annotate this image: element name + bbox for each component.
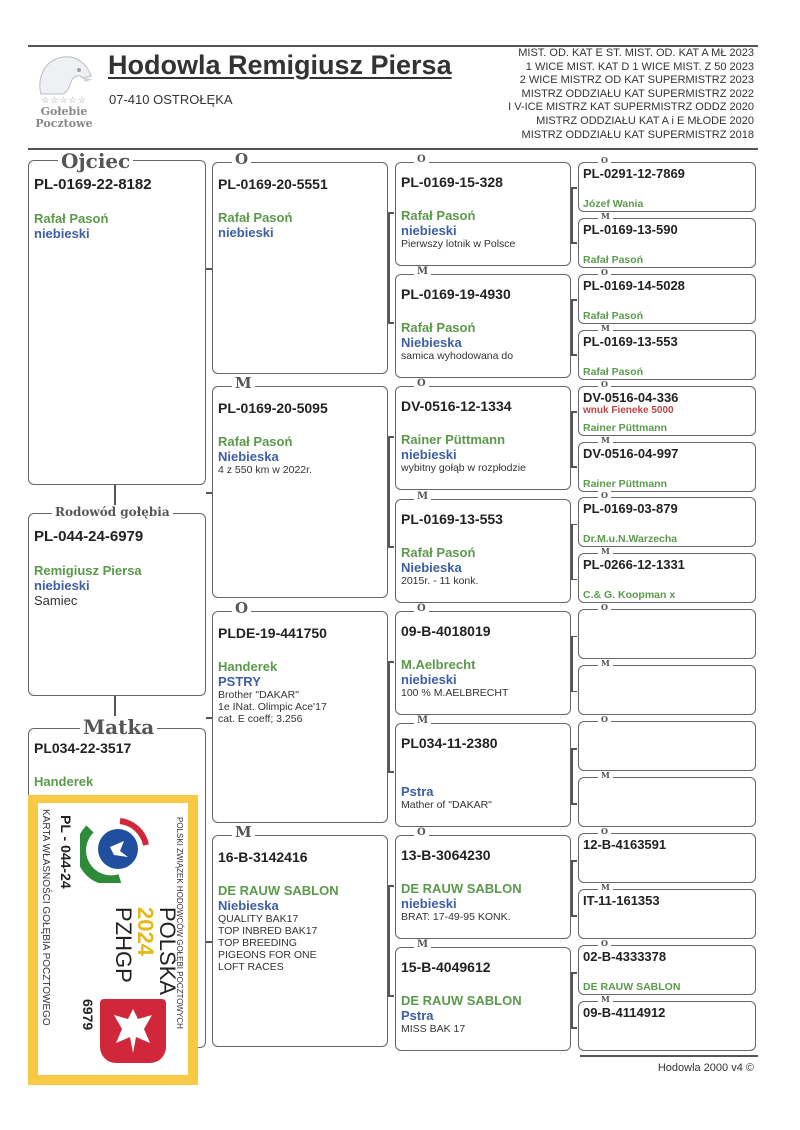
sex-label: M (598, 547, 613, 556)
pigeon-color: Niebieska (401, 559, 462, 575)
award-line: MISTRZ ODDZIAŁU KAT SUPERMISTRZ 2022 (521, 87, 754, 100)
ring-number: PL-0169-13-553 (583, 333, 678, 349)
sex-label: O (598, 715, 611, 724)
connector (571, 466, 577, 468)
ownership-card (28, 795, 198, 1085)
great-grandparent-content (583, 166, 753, 210)
connector (388, 436, 390, 546)
card-association: POLSKI ZWIĄZEK HODOWCÓW GOŁĘBI POCZTOWYCH (175, 817, 184, 1029)
pzhgp-emblem-icon (80, 815, 152, 883)
sex-label: O (414, 378, 429, 389)
great-grandparent-content (583, 669, 753, 713)
software-credit: Hodowla 2000 v4 © (657, 1062, 754, 1074)
grandparent-content (401, 959, 522, 1035)
footer-rule (580, 1055, 758, 1057)
parent-content (218, 176, 328, 240)
pigeon-color: niebieski (401, 447, 457, 463)
connector (388, 212, 390, 322)
ring-number: PLDE-19-441750 (218, 625, 327, 641)
breeder-name: Rainer Püttmann (401, 432, 506, 448)
sex-label: M (598, 883, 613, 892)
ring-number: PL-0169-14-5028 (583, 277, 685, 293)
sex-label: O (414, 827, 429, 838)
pigeon-note: QUALITY BAK17 (218, 913, 299, 925)
subject-owner: Remigiusz Piersa (34, 563, 142, 578)
connector (388, 771, 394, 773)
card-ring-number: 6979 (80, 999, 96, 1031)
ring-number: 12-B-4163591 (583, 836, 667, 852)
pigeon-color: Pstra (401, 784, 434, 799)
connector (388, 322, 394, 324)
pigeon-note: LOFT RACES (218, 961, 284, 973)
sex-label: O (598, 268, 611, 277)
breeder-name: DE RAUW SABLON (218, 883, 339, 898)
award-line: I V-ICE MISTRZ KAT SUPERMISTRZ ODDZ 2020 (508, 101, 754, 114)
sex-label: O (598, 156, 611, 165)
pigeon-note: Pierwszy lotnik w Polsce (401, 238, 516, 250)
polish-eagle-emblem-icon (100, 999, 166, 1063)
breeder-name: C.& G. Koopman x (583, 589, 676, 602)
ring-number: PL-0266-12-1331 (583, 557, 685, 573)
ring-number: PL-0169-13-553 (401, 510, 503, 527)
great-grandparent-content (583, 613, 753, 657)
connector (388, 995, 394, 997)
pigeon-note: BRAT: 17-49-95 KONK. (401, 911, 511, 924)
ring-number: IT-11-161353 (583, 892, 660, 908)
great-grandparent-content (583, 725, 753, 769)
pigeon-note: 100 % M.AELBRECHT (401, 686, 509, 699)
sex-label: M (598, 324, 613, 333)
grandparent-content (401, 174, 515, 250)
grandparent-content (401, 286, 513, 362)
ring-number: DV-0516-04-997 (583, 445, 679, 461)
award-line: MISTRZ ODDZIAŁU KAT A i E MŁODE 2020 (536, 114, 754, 127)
page-title: Hodowla Remigiusz Piersa (108, 50, 452, 80)
card-country: POLSKA (155, 907, 180, 996)
breeder-name (401, 769, 498, 784)
sex-label: M (598, 771, 613, 780)
pigeon-note: Brother "DAKAR" (218, 689, 299, 701)
ring-number: PL-0291-12-7869 (583, 166, 685, 181)
sire-ring: PL-0169-22-8182 (34, 176, 152, 193)
connector (571, 748, 573, 803)
logo-text-2: Pocztowe (35, 117, 93, 130)
subject-ring: PL-044-24-6979 (34, 528, 144, 545)
connector (388, 885, 390, 995)
connector (571, 972, 573, 1027)
sex-label: M (414, 939, 431, 950)
connector (206, 268, 212, 270)
connector (388, 661, 390, 771)
pigeon-note: cat. E coeff; 3.256 (218, 713, 303, 725)
breeder-name: Rafał Pasoń (583, 253, 644, 266)
ring-number: 16-B-3142416 (218, 849, 308, 865)
great-grandparent-content (583, 278, 753, 322)
great-grandparent-content (583, 1005, 753, 1049)
sire-label: Ojciec (58, 150, 133, 172)
ring-number: PL-0169-15-328 (401, 174, 503, 190)
breeder-name: Rafał Pasoń (401, 544, 476, 560)
subject-label: Rodowód gołębia (52, 505, 173, 519)
pigeon-color: Niebieska (218, 898, 279, 913)
breeder-name: DE RAUW SABLON (401, 881, 522, 897)
ring-number: PL-0169-19-4930 (401, 286, 511, 303)
breeder-name: Rafał Pasoń (218, 434, 293, 449)
connector (571, 803, 577, 805)
great-grandparent-content (583, 949, 753, 993)
ring-number: 09-B-4018019 (401, 622, 491, 639)
sex-label: M (414, 491, 431, 502)
card-org: PZHGP (111, 907, 136, 983)
connector (571, 636, 573, 691)
grandparent-content (401, 511, 503, 587)
breeder-name: Rafał Pasoń (218, 210, 293, 225)
sire-owner: Rafał Pasoń (34, 211, 109, 226)
breeder-name: Rafał Pasoń (583, 309, 644, 322)
card-ring-prefix: PL - 044-24 (58, 815, 74, 889)
breeder-name: Rafał Pasoń (401, 320, 476, 336)
grandparent-content (401, 398, 526, 474)
pigeon-color: Niebieska (218, 449, 279, 464)
ring-number: PL-0169-20-5551 (218, 176, 328, 192)
dam-owner: Handerek (34, 774, 94, 789)
pigeon-note: TOP INBRED BAK17 (218, 925, 318, 937)
logo-stars: ☆☆☆☆☆ (41, 96, 87, 106)
connector (571, 242, 577, 244)
dam-label: Matka (80, 716, 157, 738)
pigeon-color: Pstra (401, 1008, 434, 1024)
logo (28, 52, 100, 130)
ring-number: PL-0169-20-5095 (218, 400, 328, 416)
sex-label: O (598, 603, 611, 612)
breeder-name: Józef Wania (583, 198, 644, 210)
connector (571, 691, 577, 693)
ring-number: PL-0169-13-590 (583, 221, 678, 237)
connector (206, 717, 212, 719)
sex-label: O (414, 154, 429, 165)
award-line: 1 WICE MIST. KAT D 1 WICE MIST. Z 50 2023 (525, 60, 754, 73)
award-line: MIST. OD. KAT E ST. MIST. OD. KAT A MŁ 2023 (518, 47, 754, 59)
great-grandparent-content (583, 837, 753, 881)
ring-number: PL034-11-2380 (401, 735, 498, 751)
sex-label: O (232, 152, 251, 166)
connector (571, 860, 573, 915)
header-bottom-rule (28, 148, 758, 150)
pigeon-color: niebieski (401, 223, 457, 238)
parent-content (218, 849, 339, 973)
breeder-name: Dr.M.u.N.Warzecha (583, 533, 678, 546)
sex-label: M (414, 266, 431, 277)
pigeon-note: 2015r. - 11 konk. (401, 574, 479, 587)
ring-number: 15-B-4049612 (401, 959, 491, 976)
connector (571, 524, 573, 579)
great-grandparent-content (583, 557, 753, 601)
ring-number: DV-0516-12-1334 (401, 398, 512, 415)
pigeon-note: samica wyhodowana do (401, 350, 514, 363)
parent-content (218, 400, 328, 476)
pigeon-color: Niebieska (401, 335, 462, 351)
sex-label: M (232, 376, 255, 390)
sex-label: M (414, 715, 431, 726)
pigeon-head-icon (33, 52, 95, 96)
parent-content (218, 625, 327, 725)
sex-label: M (598, 995, 613, 1004)
breeder-name: Rainer Püttmann (583, 421, 668, 434)
sire-color: niebieski (34, 226, 90, 241)
sex-label: M (598, 436, 613, 445)
connector (571, 915, 577, 917)
breeder-name: DE RAUW SABLON (401, 993, 522, 1009)
card-year: 2024 (133, 907, 158, 956)
great-grandparent-content (583, 501, 753, 545)
ring-number: 02-B-4333378 (583, 948, 667, 964)
pigeon-note: 4 z 550 km w 2022r. (218, 464, 312, 476)
pigeon-color: niebieski (401, 896, 457, 912)
great-grandparent-content (583, 781, 753, 825)
pigeon-note: PIGEONS FOR ONE (218, 949, 317, 961)
logo-text-1: Gołebie (40, 105, 88, 118)
breeder-name: Rafał Pasoń (401, 208, 476, 223)
connector (206, 492, 212, 494)
award-line: MISTRZ ODDZIAŁU KAT SUPERMISTRZ 2018 (521, 128, 754, 141)
ring-number: DV-0516-04-336 (583, 389, 679, 405)
ring-number: 09-B-4114912 (583, 1004, 666, 1020)
awards-list (508, 47, 754, 142)
grandparent-content (401, 847, 522, 923)
sex-label: O (414, 603, 429, 614)
award-line: 2 WICE MISTRZ OD KAT SUPERMISTRZ 2023 (519, 74, 754, 87)
pigeon-note: Mather of "DAKAR" (401, 799, 492, 811)
great-grandparent-content (583, 222, 753, 266)
connector (206, 941, 212, 943)
sex-label: O (598, 827, 611, 836)
subject-sex: Samiec (34, 593, 78, 608)
pigeon-note: 1e INat. Olimpic Ace'17 (218, 701, 327, 713)
great-grandparent-content (583, 390, 753, 434)
pigeon-color: niebieski (218, 225, 274, 240)
great-grandparent-content (583, 893, 753, 937)
sex-label: O (598, 939, 611, 948)
connector (388, 546, 394, 548)
dam-ring: PL034-22-3517 (34, 740, 132, 756)
grandparent-content (401, 623, 508, 699)
ring-number: PL-0169-03-879 (583, 501, 678, 517)
pigeon-color: PSTRY (218, 674, 261, 689)
sex-label: M (598, 212, 613, 221)
grandparent-content (401, 735, 498, 811)
pigeon-note: TOP BREEDING (218, 937, 297, 949)
sex-label: O (598, 380, 611, 389)
pigeon-color: niebieski (401, 671, 457, 687)
sex-label: M (598, 659, 613, 668)
sex-label: O (598, 491, 611, 500)
breeder-name: Rainer Püttmann (583, 477, 668, 490)
connector (571, 411, 573, 466)
sex-label: O (232, 601, 251, 615)
breeder-name: DE RAUW SABLON (583, 980, 681, 993)
breeder-name: Rafał Pasoń (583, 365, 644, 378)
connector (571, 354, 577, 356)
connector (571, 579, 577, 581)
ring-number: 13-B-3064230 (401, 847, 491, 864)
breeder-name: M.Aelbrecht (401, 656, 476, 672)
great-grandparent-content (583, 446, 753, 490)
connector (571, 299, 573, 354)
subject-color: niebieski (34, 578, 90, 593)
pigeon-note: wnuk Fieneke 5000 (583, 404, 674, 416)
pigeon-note: MISS BAK 17 (401, 1023, 466, 1036)
breeder-name: Handerek (218, 659, 278, 674)
pigeon-note: wybitny gołąb w rozpłodzie (401, 462, 526, 475)
great-grandparent-content (583, 334, 753, 378)
card-title: KARTA WŁASNOŚCI GOŁĘBIA POCZTOWEGO (40, 809, 51, 1026)
breeder-city: 07-410 OSTROŁĘKA (109, 92, 233, 107)
sex-label: M (232, 825, 255, 839)
connector (571, 187, 573, 242)
connector (571, 1027, 577, 1029)
